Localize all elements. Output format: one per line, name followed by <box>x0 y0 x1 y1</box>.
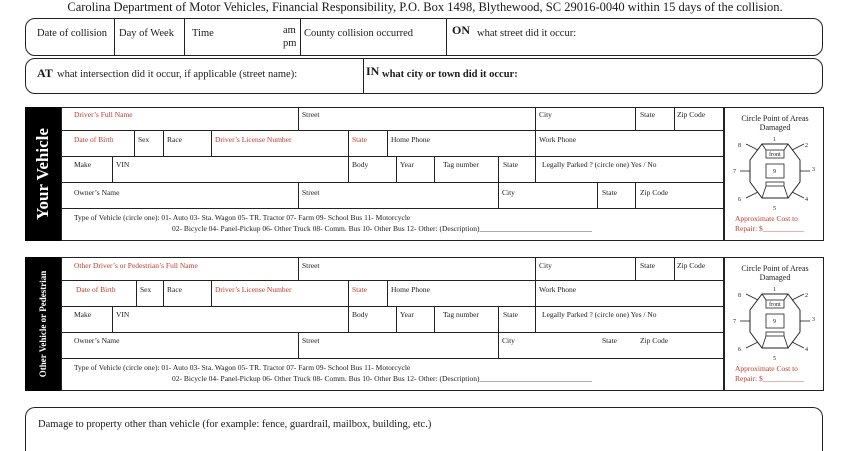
your-vehicle-side-label: Your Vehicle <box>25 107 61 241</box>
v2-point-5[interactable]: 5 <box>773 356 776 362</box>
v1-race[interactable]: Race <box>167 135 182 144</box>
v2-point-1[interactable]: 1 <box>773 287 776 293</box>
on-prefix: ON <box>452 23 470 37</box>
v1-home-phone[interactable]: Home Phone <box>391 135 430 144</box>
v2-dob[interactable]: Date of Birth <box>76 285 116 294</box>
location-box <box>25 58 823 94</box>
v1-owner-name[interactable]: Owner’s Name <box>74 188 120 197</box>
property-damage-box[interactable] <box>25 407 823 451</box>
v1-circle-title: Circle Point of Areas Damaged <box>741 114 809 132</box>
other-vehicle-side-label: Other Vehicle or Pedestrian <box>25 257 61 391</box>
v1-point-9[interactable]: 9 <box>773 169 776 175</box>
v1-point-2[interactable]: 2 <box>805 143 808 149</box>
v2-owner-zip[interactable]: Zip Code <box>640 336 669 345</box>
v2-point-8[interactable]: 8 <box>738 293 741 299</box>
v1-vehicle-type-line1[interactable]: Type of Vehicle (circle one): 01- Auto 03- Sta. Wagon 05- TR. Tractor 07- Farm 09- School Bus 11- Motorcycle <box>74 213 411 222</box>
v1-owner-street[interactable]: Street <box>302 188 320 197</box>
v1-owner-zip[interactable]: Zip Code <box>640 188 669 197</box>
v1-sex[interactable]: Sex <box>138 135 150 144</box>
date-of-collision-field[interactable]: Date of collision <box>37 28 107 39</box>
v1-work-phone[interactable]: Work Phone <box>539 135 577 144</box>
v2-owner-city[interactable]: City <box>502 336 515 345</box>
v2-city[interactable]: City <box>539 261 552 270</box>
v2-point-6[interactable]: 6 <box>738 347 741 353</box>
v1-zip[interactable]: Zip Code <box>677 110 706 119</box>
v2-circle-title: Circle Point of Areas Damaged <box>741 264 809 282</box>
am-option[interactable]: am <box>283 25 296 36</box>
collision-time-box <box>25 18 823 56</box>
county-field[interactable]: County collision occurred <box>304 28 414 39</box>
property-damage-label: Damage to property other than vehicle (for example: fence, guardrail, mailbox, building, etc.) <box>38 419 432 430</box>
v2-front-label: front <box>769 302 781 308</box>
v2-owner-name[interactable]: Owner’s Name <box>74 336 120 345</box>
vehicle2-grid <box>61 257 724 391</box>
v2-body[interactable]: Body <box>352 310 369 319</box>
v1-owner-city[interactable]: City <box>502 188 515 197</box>
v2-state[interactable]: State <box>640 261 655 270</box>
v2-owner-state[interactable]: State <box>602 336 617 345</box>
v1-street[interactable]: Street <box>302 110 320 119</box>
v1-license[interactable]: Driver’s License Number <box>215 135 292 144</box>
v2-license[interactable]: Driver’s License Number <box>215 285 292 294</box>
v2-driver-name[interactable]: Other Driver’s or Pedestrian’s Full Name <box>74 261 198 270</box>
v1-state[interactable]: State <box>640 110 655 119</box>
v1-vehicle-type-line2[interactable]: 02- Bicycle 04- Panel-Pickup 06- Other Truck 08- Comm. Bus 10- Other Bus 12- Other: (Description)______________________________ <box>172 224 592 233</box>
v1-city[interactable]: City <box>539 110 552 119</box>
v2-race[interactable]: Race <box>167 285 182 294</box>
vehicle1-grid <box>61 107 724 241</box>
v2-home-phone[interactable]: Home Phone <box>391 285 430 294</box>
day-of-week-field[interactable]: Day of Week <box>119 28 174 39</box>
v2-street[interactable]: Street <box>302 261 320 270</box>
city-town-field[interactable]: what city or town did it occur: <box>382 69 518 80</box>
v2-point-7[interactable]: 7 <box>733 319 736 325</box>
in-prefix: IN <box>366 64 380 78</box>
v1-dob[interactable]: Date of Birth <box>74 135 114 144</box>
v1-owner-state[interactable]: State <box>602 188 617 197</box>
v1-point-7[interactable]: 7 <box>733 169 736 175</box>
vehicle2-damage-panel <box>724 257 824 391</box>
v2-point-3[interactable]: 3 <box>812 317 815 323</box>
v2-year[interactable]: Year <box>400 310 414 319</box>
pm-option[interactable]: pm <box>283 38 297 49</box>
intersection-field[interactable]: what intersection did it occur, if applicable (street name): <box>57 69 298 80</box>
v2-sex[interactable]: Sex <box>140 285 152 294</box>
v1-body[interactable]: Body <box>352 160 369 169</box>
vehicle1-damage-panel <box>724 107 824 241</box>
v1-vin[interactable]: VIN <box>116 160 130 169</box>
v2-owner-street[interactable]: Street <box>302 336 320 345</box>
at-prefix: AT <box>37 66 53 80</box>
v1-legally-parked[interactable]: Legally Parked ? (circle one) Yes / No <box>542 160 657 169</box>
form-header: Carolina Department of Motor Vehicles, Financial Responsibility, P.O. Box 1498, Blythewood, SC 29016-0040 within 15 days of the collision. <box>67 0 783 14</box>
v1-point-1[interactable]: 1 <box>773 137 776 143</box>
v2-vin[interactable]: VIN <box>116 310 130 319</box>
v2-work-phone[interactable]: Work Phone <box>539 285 577 294</box>
v1-driver-name[interactable]: Driver’s Full Name <box>74 110 133 119</box>
v1-front-label: front <box>769 152 781 158</box>
v2-vehicle-type-line1[interactable]: Type of Vehicle (circle one): 01- Auto 03- Sta. Wagon 05- TR. Tractor 07- Farm 09- School Bus 11- Motorcycle <box>74 363 411 372</box>
v1-point-5[interactable]: 5 <box>773 206 776 212</box>
v1-tag-state[interactable]: State <box>503 160 518 169</box>
v2-legally-parked[interactable]: Legally Parked ? (circle one) Yes / No <box>542 310 657 319</box>
v2-point-4[interactable]: 4 <box>805 347 808 353</box>
v2-zip[interactable]: Zip Code <box>677 261 706 270</box>
v1-point-8[interactable]: 8 <box>738 143 741 149</box>
v1-cost-repair[interactable]: Repair: $___________ <box>735 224 804 233</box>
v1-point-6[interactable]: 6 <box>738 197 741 203</box>
v2-cost-label: Approximate Cost to <box>735 364 798 373</box>
v2-tag-state[interactable]: State <box>503 310 518 319</box>
v1-tag-number[interactable]: Tag number <box>443 160 479 169</box>
v2-make[interactable]: Make <box>74 310 92 319</box>
time-field[interactable]: Time <box>192 28 214 39</box>
v2-point-2[interactable]: 2 <box>805 293 808 299</box>
v2-cost-repair[interactable]: Repair: $___________ <box>735 374 804 383</box>
v1-year[interactable]: Year <box>400 160 414 169</box>
v2-point-9[interactable]: 9 <box>773 319 776 325</box>
on-street-field[interactable]: what street did it occur: <box>477 28 577 39</box>
v1-cost-label: Approximate Cost to <box>735 214 798 223</box>
v1-point-3[interactable]: 3 <box>812 167 815 173</box>
v2-license-state[interactable]: State <box>352 285 367 294</box>
v2-vehicle-type-line2[interactable]: 02- Bicycle 04- Panel-Pickup 06- Other Truck 08- Comm. Bus 10- Other Bus 12- Other: (Description)______________________________ <box>172 374 592 383</box>
v1-point-4[interactable]: 4 <box>805 197 808 203</box>
v1-make[interactable]: Make <box>74 160 92 169</box>
v1-license-state[interactable]: State <box>352 135 367 144</box>
v2-tag-number[interactable]: Tag number <box>443 310 479 319</box>
